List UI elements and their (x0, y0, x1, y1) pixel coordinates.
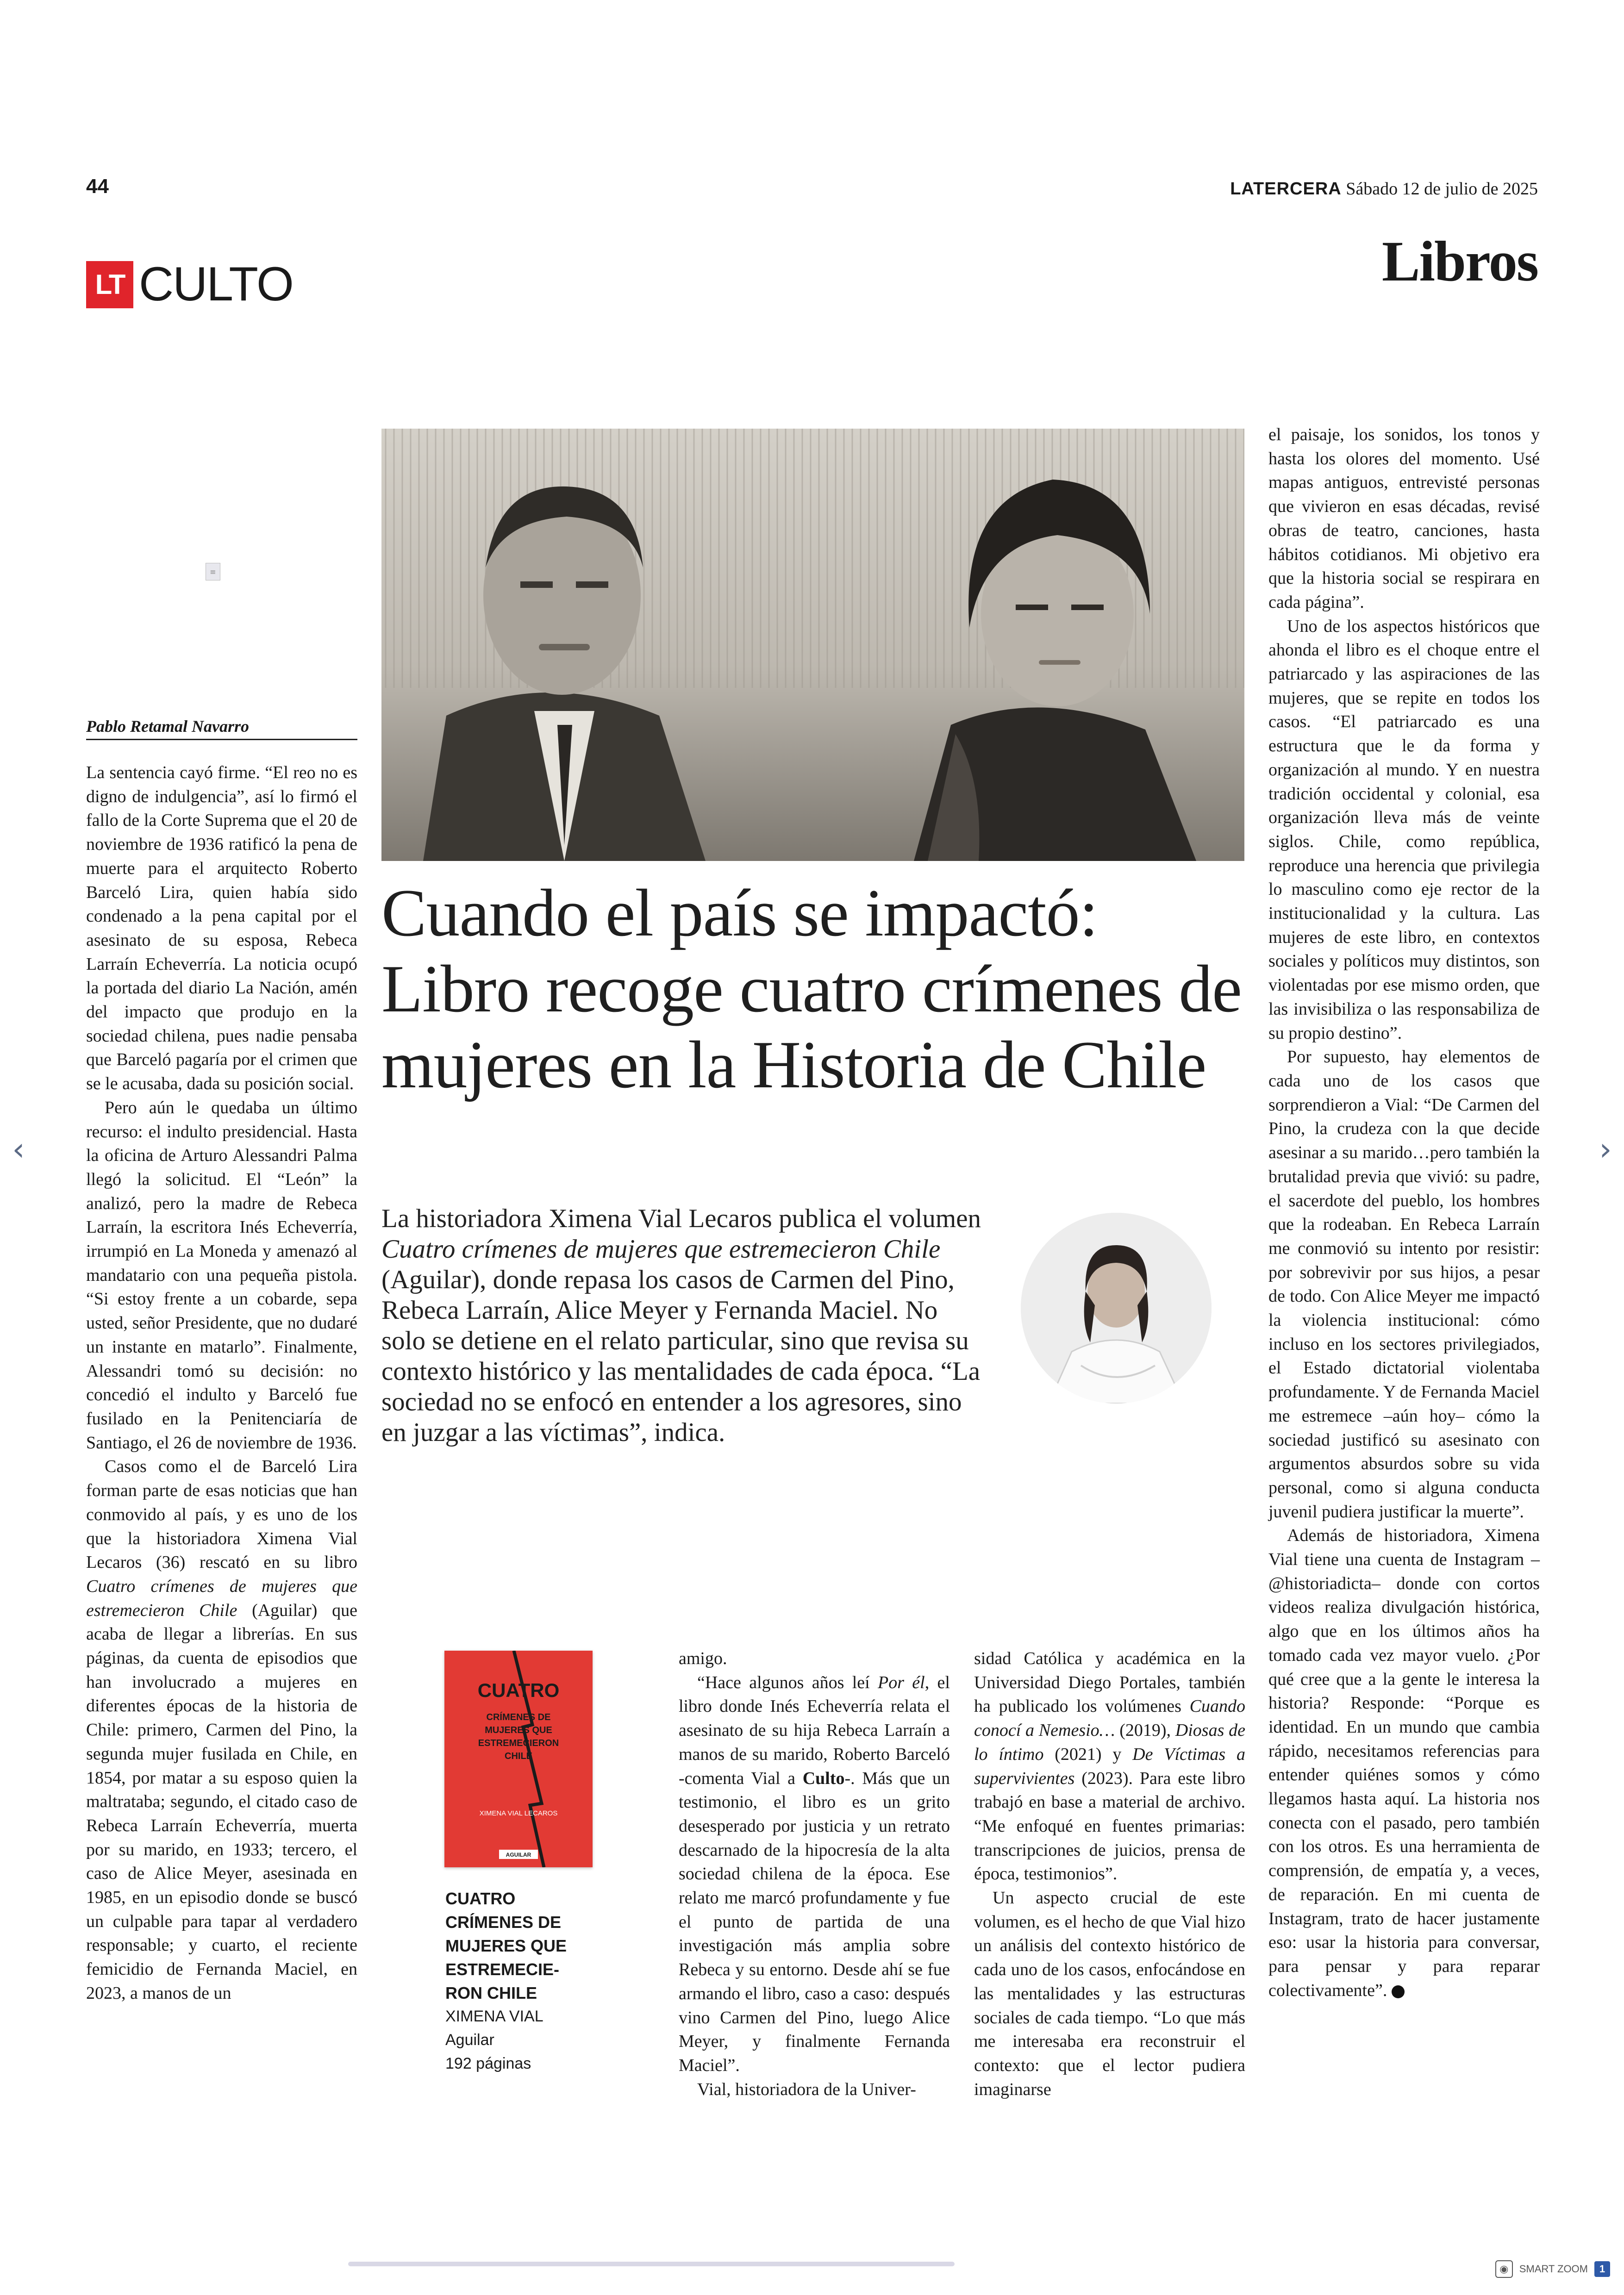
chevron-left-icon[interactable]: ‹ (12, 1131, 25, 1168)
svg-text:MUJERES QUE: MUJERES QUE (485, 1725, 552, 1735)
svg-text:CHILE: CHILE (505, 1751, 532, 1761)
section-title: Libros (1381, 230, 1538, 293)
smart-zoom-label[interactable]: SMART ZOOM (1519, 2263, 1588, 2275)
paragraph: Uno de los aspectos históricos que ahonda el libro es el choque entre el patriarcado y las aspiraciones de las mujeres, que se repite en todos los casos. “El patriarcado es una estructura que le da forma y organización al mundo. Y en nuestra tradición occidental y colonial, esa organización lleva más de veinte siglos. Chile, como república, reproduce una herencia que privilegia lo masculino como eje rector de la institucionalidad y la cultura. Las mujeres de este libro, en contextos sociales y políticos muy distintos, son violentadas por ese mismo orden, que las invisibiliza o las responsabiliza de su propio destino”. (1268, 616, 1540, 1043)
article-column-mid2 (974, 1647, 1245, 2102)
svg-text:ESTREMECIERON: ESTREMECIERON (478, 1738, 559, 1748)
svg-text:CUATRO: CUATRO (477, 1679, 560, 1701)
section-logo (86, 257, 293, 312)
culto-wordmark: CULTO (139, 257, 293, 311)
paragraph: Por supuesto, hay elementos de cada uno de los casos que sorprendieron a Vial: “De Carmen del Pino, la crudeza con la que decide asesinar a su marido…pero también la brutalidad previa que vivió: su padre, el sacerdote del pueblo, los hombres que la rodeaban. En Rebeca Larraín me conmovió su intento por resistir: por sobrevivir por sus hijos, a pesar de todo. Con Alice Meyer me impactó la violencia institucional: cómo incluso en los sectores privilegiados, el Estado dictatorial violentaba profundamente. Y de Fernanda Maciel me estremece –aún hoy– cómo la sociedad justificó su asesinato con argumentos absurdos sobre su vida personal, como si alguna conducta juvenil pudiera justificar la muerte”. (1268, 1047, 1540, 1522)
article-column-left (86, 761, 357, 2006)
paragraph: amigo. (679, 1649, 727, 1668)
paragraph: sidad Católica y académica en la Universidad Diego Portales, también ha publicado los volúmenes Cuando conocí a Nemesio… (2019), Diosas de lo íntimo (2021) y De Víctimas a supervivientes (2023). Para este libro trabajó en base a material de archivo. “Me enfoqué en fuentes primarias: transcripciones de juicios, prensa de época, testimonios”. (974, 1649, 1245, 1884)
smart-zoom-control[interactable] (1495, 2260, 1610, 2278)
book-author: XIMENA VIAL (445, 2008, 543, 2025)
horizontal-scrollbar[interactable] (348, 2262, 955, 2266)
paragraph: Casos como el de Barceló Lira forman parte de esas noticias que han conmovido al país, y es uno de los que la historiadora Ximena Vial Lecaros (36) rescató en su libro Cuatro crímenes de mujeres que estremecieron Chile (Aguilar) que acaba de llegar a librerías. En sus páginas, da cuenta de episodios que han involucrado a mujeres en diferentes épocas de la historia de Chile: primero, Carmen del Pino, la segunda mujer fusilada en Chile, en 1854, por matar a su esposo quien la maltrataba; segundo, el citado caso de Rebeca Larraín Echeverría, muerta por su marido, en 1933; tercero, el caso de Alice Meyer, asesinada en 1985, en un episodio donde se buscó un culpable para tapar al verdadero responsable; y cuarto, el reciente femicidio de Fernanda Maciel, en 2023, a manos de un (86, 1457, 357, 2003)
paragraph: Un aspecto crucial de este volumen, es el hecho de que Vial hizo un análisis del contexto histórico de cada uno de los casos, enfocándose en las mentalidades y las estructuras sociales de cada tiempo. “Lo que más me interesaba era reconstruir el contexto: que el lector pudiera imaginarse (974, 1888, 1245, 2099)
end-mark-icon (1392, 1985, 1405, 1998)
article-column-mid1 (679, 1647, 950, 2102)
hero-photo (381, 429, 1244, 861)
eye-icon[interactable]: ◉ (1495, 2260, 1513, 2278)
book-info (445, 1887, 584, 2076)
paragraph: el paisaje, los sonidos, los tonos y hasta los olores del momento. Usé mapas antiguos, entrevisté personas que vivieron en esas décadas, revisé obras de teatro, canciones, hasta hábitos cotidianos. Mi objetivo era que la historia social se respirara en cada página”. (1268, 425, 1540, 612)
chevron-right-icon[interactable]: › (1599, 1131, 1612, 1168)
svg-text:XIMENA VIAL LECAROS: XIMENA VIAL LECAROS (479, 1809, 558, 1817)
headline: Cuando el país se impactó: Libro recoge cuatro crímenes de mujeres en la Historia de Chile (381, 875, 1242, 1102)
article-deck: La historiadora Ximena Vial Lecaros publica el volumen Cuatro crímenes de mujeres que estremecieron Chile (Aguilar), donde repasa los casos de Carmen del Pino, Rebeca Larraín, Alice Meyer y Fernanda Maciel. No solo se detiene en el relato particular, sino que revisa su contexto histórico y las mentalidades de cada época. “La sociedad no se enfocó en entender a los agresores, sino en juzgar a las víctimas”, indica. (381, 1204, 981, 1447)
book-cover (444, 1651, 593, 1867)
lt-logo-mark: LT (86, 261, 133, 308)
paragraph: Pero aún le quedaba un último recurso: el indulto presidencial. Hasta la oficina de Arturo Alessandri Palma llegó la solicitud. El “León” la analizó, pero la madre de Rebeca Larraín, la escritora Inés Echeverría, irrumpió en La Moneda y amenazó al mandatario con una pequeña pistola. “Si estoy frente a un cobarde, sepa usted, señor Presidente, que no dudaré un instante en matarlo”. Finalmente, Alessandri tomó su decisión: no concedió el indulto y Barceló fue fusilado en la Penitenciaría de Santiago, el 26 de noviembre de 1936. (86, 1098, 357, 1453)
paragraph: La sentencia cayó firme. “El reo no es digno de indulgencia”, así lo firmó el fallo de la Corte Suprema que el 20 de noviembre de 1936 ratificó la pena de muerte para el arquitecto Roberto Barceló Lira, quien había sido condenado a la pena capital por el asesinato de su esposa, Rebeca Larraín Echeverría. La noticia ocupó la portada del diario La Nación, amén del impacto que produjo en la sociedad chilena, pues nadie pensaba que Barceló pagaría por el crimen que se le acusaba, dada su posición social. (86, 763, 357, 1094)
paragraph: Además de historiadora, Ximena Vial tiene una cuenta de Instagram –@historiadicta– donde con cortos videos realiza divulgación histórica, algo que en los últimos años ha tomado cada vez mayor vuelo. ¿Por qué cree que a la gente le interesa la historia? Responde: “Porque es identidad. En un mundo que cambia rápido, necesitamos referencias para entender quiénes somos y cómo llegamos hasta aquí. La historia nos conecta con el pasado, pero también con los otros. Es una herramienta de comprensión, de empatía y, a veces, de reparación. En mi cuenta de Instagram, trato de hacer justamente eso: usar la historia para conversar, para pensar y para reparar colectivamente”. (1268, 1526, 1540, 2000)
book-title: CUATRO CRÍMENES DE MUJERES QUE ESTREMECIE-RON CHILE (445, 1889, 567, 2002)
page-indicator[interactable]: 1 (1594, 2261, 1610, 2277)
book-publisher: Aguilar (445, 2031, 494, 2049)
page-number: 44 (86, 175, 109, 198)
author-portrait (1021, 1213, 1212, 1403)
svg-text:CRÍMENES DE: CRÍMENES DE (486, 1712, 551, 1722)
issue-date: Sábado 12 de julio de 2025 (1346, 179, 1538, 199)
svg-text:AGUILAR: AGUILAR (506, 1852, 531, 1858)
newspaper-brand: LATERCERA (1230, 179, 1342, 199)
note-icon[interactable]: ≡ (206, 563, 220, 580)
article-column-right (1268, 423, 1540, 2002)
masthead-date (1230, 179, 1538, 199)
byline: Pablo Retamal Navarro (86, 717, 357, 740)
paragraph: “Hace algunos años leí Por él, el libro donde Inés Echeverría relata el asesinato de su hija Rebeca Larraín a manos de su marido, Roberto Barceló -comenta Vial a Culto-. Más que un testimonio, el libro es un grito desesperado por justicia y un retrato descarnado de la hipocresía de la alta sociedad chilena de la época. Ese relato me marcó profundamente y fue el punto de partida de una investigación más amplia sobre Rebeca y su entorno. Desde ahí se fue armando el libro, caso a caso: después vino Carmen del Pino, luego Alice Meyer, y finalmente Fernanda Maciel”. (679, 1672, 950, 2075)
book-pages: 192 páginas (445, 2055, 531, 2072)
paragraph: Vial, historiadora de la Univer- (697, 2079, 916, 2099)
